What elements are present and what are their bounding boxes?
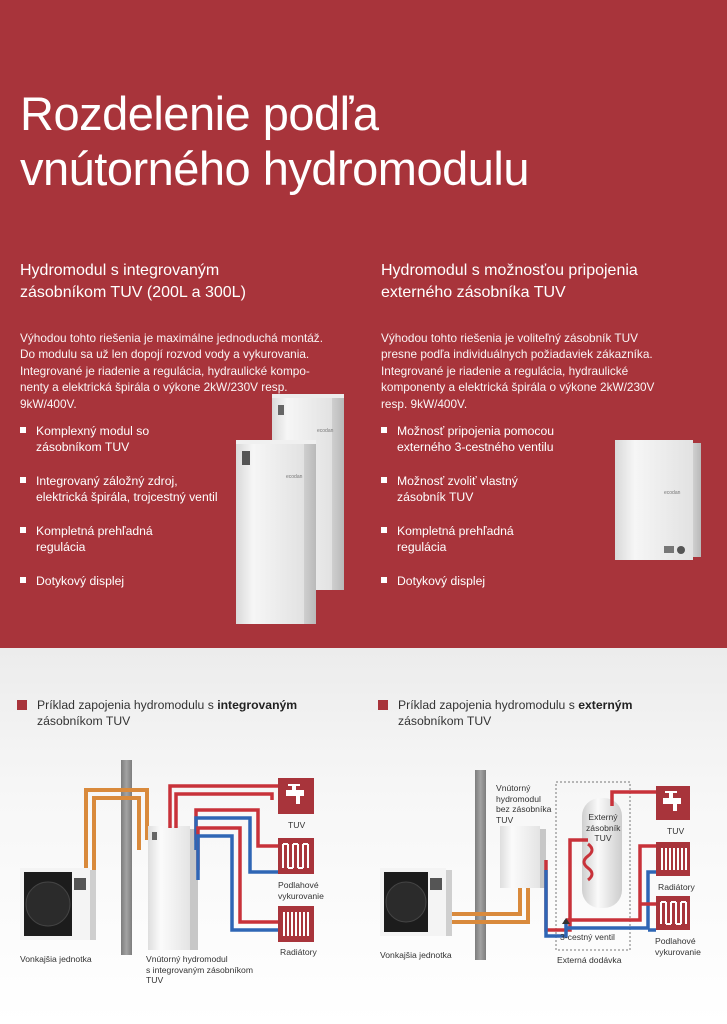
page-title: Rozdelenie podľa vnútorného hydromodulu <box>20 87 529 195</box>
feature-item: Možnosť pripojenia pomocou externého 3-cestného ventilu <box>381 423 611 473</box>
label-radiators: Radiátory <box>658 882 695 892</box>
label-valve: 3-cestný ventil <box>560 932 615 942</box>
radiator-icon <box>278 906 314 942</box>
external-description: Výhodou tohto riešenia je voliteľný zásobník TUV presne podľa individuálnych požiadaviek zákazníka. Integrované je riadenie a regulácia, hydraulické komponenty a elektrická špirála o výkone 2kW/230V resp. 9kW/400V. <box>381 331 655 411</box>
feature-item: Kompletná prehľadná regulácia <box>20 523 250 573</box>
integrated-indoor-unit-image <box>148 826 198 950</box>
example-external-title: Príklad zapojenia hydromodulu s externým zásobníkom TUV <box>398 697 718 729</box>
feature-item: Dotykový displej <box>20 573 250 623</box>
diagram-integrated <box>20 760 314 955</box>
label-indoor-unit: Vnútorný hydromodul bez zásobníka TUV <box>496 783 552 825</box>
outdoor-unit-image <box>20 868 96 940</box>
example-integrated-title: Príklad zapojenia hydromodulu s integrovaným zásobníkom TUV <box>37 697 357 729</box>
floor-heating-icon <box>656 896 690 930</box>
svg-text:ecodan: ecodan <box>317 428 334 434</box>
wall <box>475 770 486 960</box>
tap-icon <box>656 786 690 820</box>
external-heading: Hydromodul s možnosťou pripojenia externého zásobníka TUV <box>381 262 638 301</box>
label-radiators: Radiátory <box>280 947 317 957</box>
feature-item: Komplexný modul so zásobníkom TUV <box>20 423 250 473</box>
integrated-heading: Hydromodul s integrovaným zásobníkom TUV (200L a 300L) <box>20 262 246 301</box>
label-tuv: TUV <box>288 820 306 830</box>
svg-text:ecodan: ecodan <box>286 474 303 480</box>
feature-item: Možnosť zvoliť vlastný zásobník TUV <box>381 473 611 523</box>
external-indoor-unit-image <box>500 826 546 888</box>
feature-item: Kompletná prehľadná regulácia <box>381 523 611 573</box>
label-indoor-unit: Vnútorný hydromodul s integrovaným zásobníkom TUV <box>146 954 253 985</box>
radiator-icon <box>656 842 690 876</box>
integrated-description: Výhodou tohto riešenia je maximálne jednoduchá montáž. Do modulu sa už len dopojí rozvod vody a vykurovania. Integrované je riadenie a regulácia, hydraulické kompo- nenty a elektrická špirála o výkone 2kW/230V resp. 9kW/400V. <box>20 331 323 411</box>
floor-heating-icon <box>278 838 314 874</box>
label-external-tank: Externý zásobník TUV <box>586 812 621 843</box>
svg-text:ecodan: ecodan <box>664 490 681 496</box>
label-floor-heating: Podlahové vykurovanie <box>655 936 701 957</box>
tap-icon <box>278 778 314 814</box>
feature-item: Dotykový displej <box>381 573 611 623</box>
label-outdoor-unit: Vonkajšia jednotka <box>20 954 92 964</box>
feature-item: Integrovaný záložný zdroj, elektrická špirála, trojcestný ventil <box>20 473 250 523</box>
label-tuv: TUV <box>667 826 685 836</box>
label-floor-heating: Podlahové vykurovanie <box>278 880 324 901</box>
outdoor-unit-image <box>380 868 452 936</box>
label-external-supply: Externá dodávka <box>557 955 622 965</box>
label-outdoor-unit: Vonkajšia jednotka <box>380 950 452 960</box>
